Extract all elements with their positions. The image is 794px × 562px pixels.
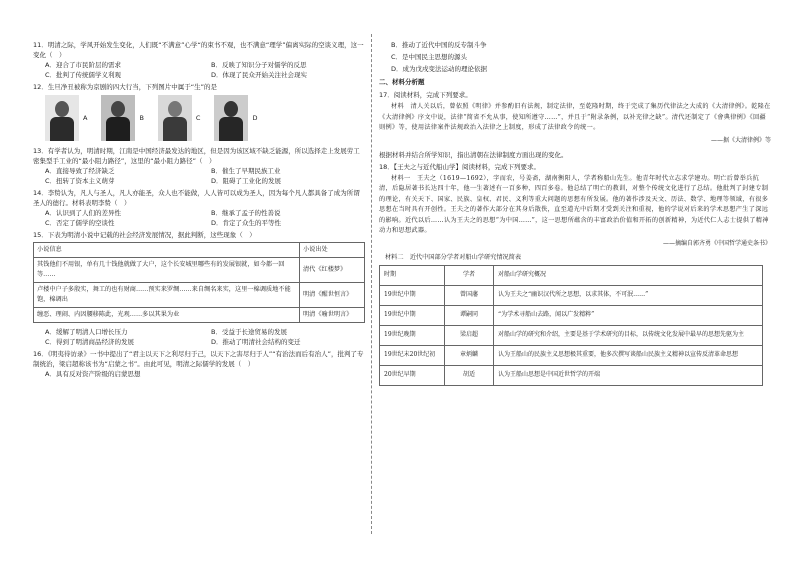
option-b: B．受益于长途贸易的发展 <box>211 328 287 336</box>
table-cell: 19世纪中期 <box>380 285 445 305</box>
question-18 <box>379 162 771 386</box>
table-header: 小说信息 <box>34 243 300 258</box>
option-a: A．直接导致了经济缺乏 <box>45 167 115 175</box>
question-12 <box>33 82 365 142</box>
image-option-d <box>214 95 257 141</box>
question-15 <box>33 230 365 347</box>
option-d: D．肯定了众生的平等性 <box>211 219 282 227</box>
table-row <box>34 308 365 323</box>
question-11 <box>33 40 365 80</box>
option-a: A．缓解了明清人口增长压力 <box>45 328 128 336</box>
table-row <box>34 258 365 283</box>
image-label-c: C <box>195 114 201 122</box>
table-cell: 谭嗣同 <box>445 305 494 325</box>
table-cell: 卢楼中户子多殷实，舞工的也有财商……预实来罗绸……来自绸名来实，这里一棉调质地不能饱，棉调出 <box>34 283 300 308</box>
table-cell: 明清《喻世明言》 <box>300 308 365 323</box>
table-cell: 曾国藩 <box>445 285 494 305</box>
image-option-b <box>101 95 143 141</box>
option-a: A．认识到了人们的差异性 <box>45 209 121 217</box>
table-cell: 胡适 <box>445 365 494 385</box>
table-header: 对船山学研究概况 <box>494 265 763 285</box>
option-a: A．具有反对资产阶级的启蒙思想 <box>45 370 141 378</box>
question-17-citation: ——据《大清律例》等 <box>710 136 771 144</box>
question-17-prompt: 根据材料并结合所学知识，指出清朝在法律制度方面出现的变化。 <box>379 150 568 159</box>
question-18-citation: ——摘编自郭齐勇《中国哲学通史条书》 <box>662 239 771 247</box>
option-b: B．推动了近代中国的反专制斗争 <box>391 41 487 49</box>
table-cell: 梁启超 <box>445 325 494 345</box>
image-label-b: B <box>139 114 144 122</box>
option-d: D．推动了明清社会结构的变迁 <box>211 338 301 346</box>
question-15-options <box>45 327 365 347</box>
scholar-research-table <box>379 265 763 386</box>
left-column <box>33 40 365 381</box>
question-18-material-1: 材料一 王夫之（1619—1692），字而农，号姜斋，湖南衡阳人，学者称船山先生。他青年时代立志求学建功。明亡后曾举兵抗清，后隐居著书长达四十年，他一生著述有一百多种，四百多卷。他总结了明亡的教训，对整个传统文化进行了总结。他批判了封建专制的理论，有关天下、国家、民族、皇权、君民、义利等重大问题的思想有所发展。他的著作涉及天文、历法、数学、地理等领域，有很多思想在当时具有开创性。王夫之的著作大部分在其身后散佚，直至道光中后期才受到关注和重视，他的学说对后来的学术思想产生了深远的影响。近代以后……认为王夫之的思想“为中国……”，这一思想所蕴含的丰富政治价值和开拓的创新精神，为近代仁人志士提供了精神动力和思想武器。 <box>379 174 769 234</box>
question-14-options <box>45 208 365 228</box>
table-cell: 20世纪早期 <box>380 365 445 385</box>
table-cell: “为学术寻船山去路，闻以广发精粹” <box>494 305 763 325</box>
option-b: B．催生了早期民族工业 <box>211 167 281 175</box>
table-header: 学者 <box>445 265 494 285</box>
table-row <box>380 325 763 345</box>
question-14-stem: 14．李贽认为，凡人与圣人，凡人亦能圣，众人也不能做，人人皆可以成为圣人，因为每个凡人都具备了成为所谓圣人的德行。材料表明李贽（ ） <box>33 189 360 207</box>
option-c: C．得到了明清商品经济的发展 <box>45 338 135 346</box>
question-15-stem: 15．下表为明清小说中记载的社会经济发展情况，据此判断，这些现象（ ） <box>33 231 256 239</box>
table-header: 小说出处 <box>300 243 365 258</box>
table-cell: 对船山学的研究和介绍，主要是基于学术研究的目标，以传统文化发展中最早的思想先驱为主 <box>494 325 763 345</box>
table-header-row <box>34 243 365 258</box>
table-header: 时期 <box>380 265 445 285</box>
question-17 <box>379 90 771 160</box>
option-b: B．反映了知识分子对儒学的反思 <box>211 61 307 69</box>
question-18-stem: 18．【王夫之与近代船山学】阅读材料，完成下列要求。 <box>379 162 541 171</box>
option-d: D．阻碍了工业化的发展 <box>211 177 282 185</box>
table-cell: 清代《红楼梦》 <box>300 258 365 283</box>
table-cell: 19世纪中期 <box>380 305 445 325</box>
table-cell: 章炳麟 <box>445 345 494 365</box>
option-a: A．迎合了市民阶层的需求 <box>45 61 121 69</box>
option-c: C．是中国民主思想的源头 <box>391 53 468 61</box>
novel-info-table <box>33 242 365 323</box>
question-13-options <box>45 166 365 186</box>
table-row <box>380 285 763 305</box>
opera-figure-d-image <box>214 95 248 141</box>
opera-figure-c-image <box>158 95 192 141</box>
question-16 <box>33 349 365 379</box>
image-label-a: A <box>83 114 88 122</box>
image-option-c <box>158 95 201 141</box>
question-14 <box>33 188 365 228</box>
question-11-options <box>45 60 365 80</box>
option-c: C．扭转了资本主义萌芽 <box>45 177 115 185</box>
question-17-material: 材料 清人关以后，曾依照《明律》并参酌旧有法规，制定法律，至乾隆时期，终于完成了集历代律法之大成的《大清律例》。乾隆在《大清律例》序文中说，法律“简省不允从事，使知所遵守……”，并且于“附录条例，以补充律之缺”。清代还制定了《會典律例》《回疆則例》等，使用法律案件法规政治入法律之上制度，形成了法律政令的统一。 <box>379 103 771 131</box>
section-title: 二、材料分析题 <box>379 78 425 86</box>
table-cell: 认为王船山思想是中国近世哲学的开端 <box>494 365 763 385</box>
question-11-stem: 11．明清之际，学风开始发生变化，人们既“不满意”心学“的束书不观，也不满意“理学”偏离实际的空谈义理，这一变化（ ） <box>33 41 364 59</box>
right-column <box>379 40 771 388</box>
option-d: D．成为戊戌变法运动的理论依据 <box>391 65 488 73</box>
table-cell: 19世纪末20世纪初 <box>380 345 445 365</box>
table-cell: 认为王夫之“幽识汉代所之思想，以求其体，不可泯……” <box>494 285 763 305</box>
option-b: B．继承了孟子的性善说 <box>211 209 281 217</box>
table-cell: 认为王船山的民族主义思想极其重要，他多次撰写谈船山民族主义精神以宣传反清革命思想 <box>494 345 763 365</box>
table-header-row <box>380 265 763 285</box>
opera-images <box>45 94 365 142</box>
opera-figure-a-image <box>45 95 79 141</box>
table-cell: 其钱他们不用银，单有几十钱他就做了大户，这个长安城里哪些有的发展银就，如今都一回等…… <box>34 258 300 283</box>
image-option-a <box>45 95 87 141</box>
question-13-stem: 13．有学者认为，明清时期，江南是中国经济最发达的地区，但是因为该区域不缺乏能源，所以选择走上发展劳工密集型手工业的“最小阻力路径”，这里的“最小阻力路径”（ ） <box>33 147 360 165</box>
option-c: C．否定了儒学的空谈性 <box>45 219 115 227</box>
table-cell: 19世纪晚期 <box>380 325 445 345</box>
option-d: D．体现了民众开始关注社会现实 <box>211 71 308 79</box>
question-17-stem: 17．阅读材料，完成下列要求。 <box>379 91 472 99</box>
question-13 <box>33 146 365 186</box>
opera-figure-b-image <box>101 95 135 141</box>
table-cell: 明清《醒世恒言》 <box>300 283 365 308</box>
table-row <box>380 305 763 325</box>
image-label-d: D <box>252 114 258 122</box>
table-row <box>380 365 763 385</box>
column-divider <box>371 34 372 534</box>
option-c: C．批判了传统儒学义利观 <box>45 71 122 79</box>
question-12-stem: 12．生旦净丑被称为京剧的四大行当，下列图片中属于“生”的是 <box>33 83 218 91</box>
question-16-stem: 16．《明夷待访录》一书中提出了“君主以天下之利尽归于己，以天下之害尽归于人”“有治法而后有治人”，批判了专制统治，梁启超称该书为“启蒙之书”。由此可见，明清之际儒学的发展（ ） <box>33 350 364 368</box>
question-18-material-2-title: 材料二 近代中国部分学者对船山学研究情况简表 <box>385 253 522 261</box>
table-cell: 缠恶、理闹、内因腰移陈此，光观……多以其果为业 <box>34 308 300 323</box>
table-row <box>380 345 763 365</box>
table-row <box>34 283 365 308</box>
